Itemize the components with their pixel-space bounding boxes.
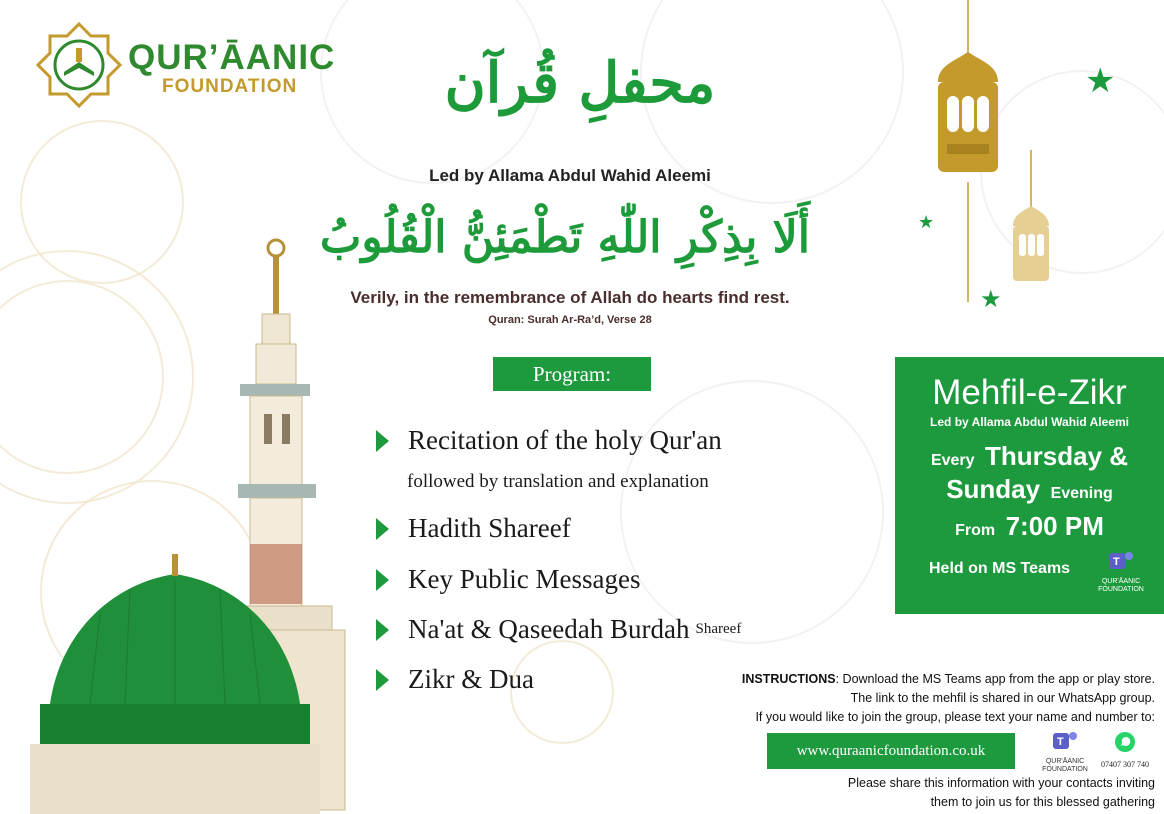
panel-days-line2: Sunday Evening — [946, 474, 1113, 504]
program-item-text: Recitation of the holy Qur'an — [408, 425, 722, 455]
arrow-right-icon — [376, 619, 389, 641]
instructions — [640, 670, 1155, 727]
panel-days-line1: Every Thursday & — [930, 441, 1129, 471]
star-icon: ★ — [980, 286, 1002, 313]
teams-brand: T QUR'ĀANIC FOUNDATION — [1040, 729, 1090, 774]
program-item — [376, 614, 741, 645]
arrow-right-icon — [376, 430, 389, 452]
arrow-right-icon — [376, 569, 389, 591]
program-item — [376, 513, 571, 544]
program-item-suffix: Shareef — [695, 621, 742, 637]
panel-time-line: From 7:00 PM — [955, 511, 1104, 541]
lantern-line — [967, 0, 969, 60]
lantern-line — [1030, 150, 1032, 210]
verse-english: Verily, in the remembrance of Allah do hearts find rest. — [350, 288, 790, 307]
instructions-line1: INSTRUCTIONS: Download the MS Teams app from the app or play store. — [741, 672, 1155, 686]
lantern-icon — [1011, 206, 1051, 286]
star-icon: ★ — [918, 212, 935, 232]
program-item — [376, 425, 722, 456]
svg-text:T: T — [1057, 736, 1064, 748]
teams-icon — [1107, 549, 1135, 573]
event-panel — [895, 357, 1164, 614]
mandala-decoration — [980, 70, 1164, 274]
arabic-title: محفلِ قُرآن — [444, 50, 716, 116]
teams-icon — [1051, 729, 1079, 753]
website-link[interactable]: www.quraanicfoundation.co.uk — [767, 733, 1015, 769]
panel-held: Held on MS Teams — [929, 560, 1071, 577]
whatsapp-contact — [1094, 731, 1156, 769]
logo-line1: QUR’ĀANIC — [128, 38, 336, 77]
verse-reference: Quran: Surah Ar-Ra’d, Verse 28 — [488, 314, 652, 326]
mosque-illustration — [0, 234, 360, 814]
program-item-sub: followed by translation and explanation — [407, 471, 709, 492]
logo-emblem-icon — [36, 22, 122, 108]
program-item — [376, 664, 534, 695]
whatsapp-icon — [1114, 731, 1136, 753]
phone-number: 07407 307 740 — [1101, 760, 1149, 769]
svg-text:T: T — [1113, 556, 1120, 568]
program-item — [376, 564, 640, 595]
logo — [36, 22, 336, 108]
arrow-right-icon — [376, 518, 389, 540]
program-item-text: Key Public Messages — [408, 564, 641, 594]
program-item-text: Zikr & Dua — [408, 664, 534, 694]
panel-led-by: Led by Allama Abdul Wahid Aleemi — [930, 415, 1129, 429]
share-message: Please share this information with your contacts inviting them to join us for this blessed gathering — [847, 776, 1155, 809]
program-item-text: Na'at & Qaseedah Burdah — [408, 614, 690, 644]
program-label: Program: — [493, 357, 651, 391]
program-item-text: Hadith Shareef — [408, 513, 571, 543]
led-by: Led by Allama Abdul Wahid Aleemi — [429, 166, 711, 185]
arrow-right-icon — [376, 669, 389, 691]
lantern-line — [967, 182, 969, 302]
panel-title: Mehfil-e-Zikr — [932, 373, 1127, 412]
lantern-icon — [933, 52, 1003, 182]
instructions-line3: If you would like to join the group, please text your name and number to: — [755, 710, 1155, 724]
mandala-decoration — [620, 380, 884, 644]
arabic-verse: أَلَا بِذِكْرِ اللّٰهِ تَطْمَئِنُّ الْقُلُوبُ — [319, 212, 810, 263]
instructions-line2: The link to the mehfil is shared in our WhatsApp group. — [850, 691, 1155, 705]
logo-line2: FOUNDATION — [162, 76, 298, 97]
panel-teams-logo: T QUR'ĀANIC FOUNDATION — [1091, 549, 1151, 594]
star-icon: ★ — [1085, 62, 1116, 100]
